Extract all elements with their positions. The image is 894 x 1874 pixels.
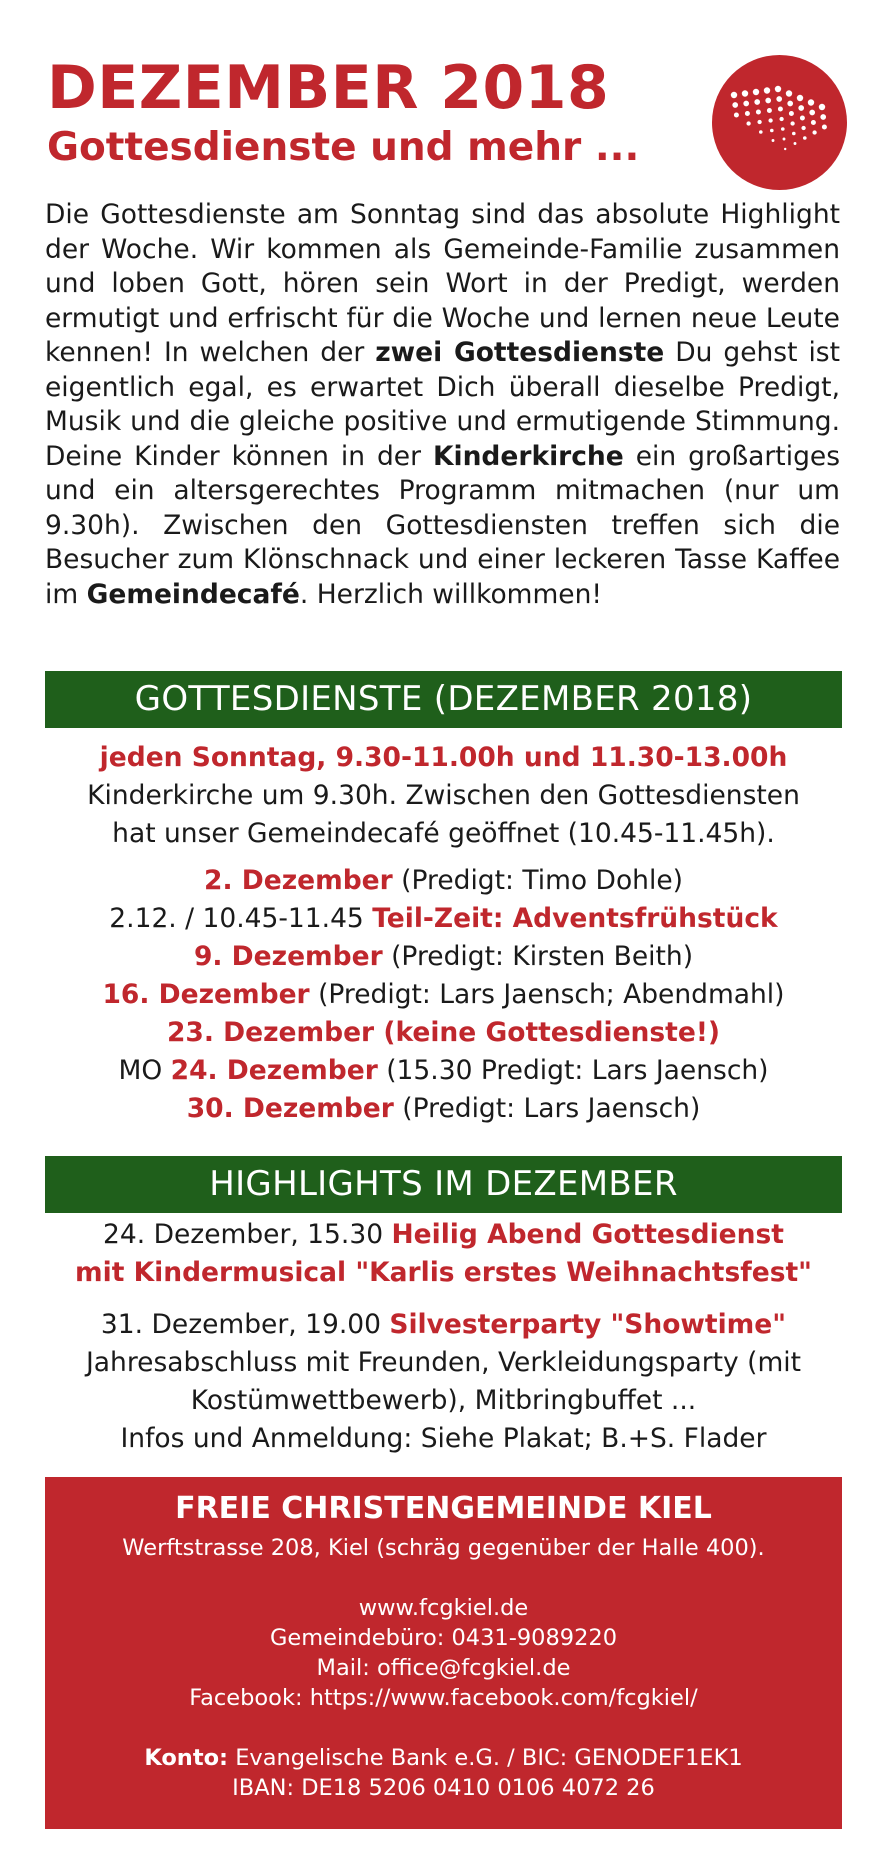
services-heading: GOTTESDIENSTE (DEZEMBER 2018) bbox=[45, 671, 842, 728]
schedule-note: hat unser Gemeindecafé geöffnet (10.45-11.45h). bbox=[112, 818, 775, 849]
intro-bold-cafe: Gemeindecafé bbox=[86, 578, 300, 610]
services-schedule bbox=[45, 739, 842, 853]
intro-paragraph bbox=[45, 198, 840, 612]
list-item: 2.12. / 10.45-11.45 Teil-Zeit: Adventsfrühstück bbox=[109, 903, 778, 934]
email-link[interactable]: Mail: office@fcgkiel.de bbox=[316, 1655, 571, 1681]
contact-box bbox=[45, 1477, 842, 1829]
address: Werftstrasse 208, Kiel (schräg gegenüber der Halle 400). bbox=[122, 1535, 765, 1561]
page-subtitle: Gottesdienste und mehr ... bbox=[47, 125, 640, 170]
phone: Gemeindebüro: 0431-9089220 bbox=[269, 1625, 618, 1651]
list-item: 9. Dezember (Predigt: Kirsten Beith) bbox=[193, 941, 694, 972]
intro-text: . Herzlich willkommen! bbox=[299, 578, 603, 610]
intro-text: Du gehst ist eigentlich egal, es erwartet Dich überall dieselbe Predigt, Musik und die gleiche positive und ermutigende Stimmung. Deine Kinder können in der bbox=[45, 337, 841, 472]
church-logo-icon bbox=[712, 55, 847, 190]
list-item: 23. Dezember (keine Gottesdienste!) bbox=[166, 1017, 721, 1048]
list-item: 16. Dezember (Predigt: Lars Jaensch; Abendmahl) bbox=[102, 979, 785, 1010]
highlight-new-year: 31. Dezember, 19.00 Silvesterparty "Showtime" Jahresabschluss mit Freunden, Verkleidungsparty (mit Kostümwettbewerb), Mitbringbuffet ... Infos und Anmeldung: Siehe Plakat; B.+S. Flader bbox=[85, 1309, 802, 1454]
schedule-note: Kinderkirche um 9.30h. Zwischen den Gottesdiensten bbox=[87, 780, 800, 811]
facebook-link[interactable]: Facebook: https://www.facebook.com/fcgkiel/ bbox=[189, 1685, 698, 1711]
list-item: 2. Dezember (Predigt: Timo Dohle) bbox=[204, 865, 683, 896]
list-item: MO 24. Dezember (15.30 Predigt: Lars Jaensch) bbox=[118, 1055, 769, 1086]
services-list bbox=[45, 862, 842, 1128]
website-link[interactable]: www.fcgkiel.de bbox=[358, 1595, 529, 1621]
intro-text: Die Gottesdienste am Sonntag sind das absolute Highlight der Woche. Wir kommen als Gemeinde-Familie zusammen und loben Gott, hören sein Wort in der Predigt, werden ermutigt und erfrischt für die Woche und lernen neue Leute kennen! In welchen der bbox=[45, 199, 840, 368]
intro-text: ein großartiges und ein altersgerechtes Programm mitmachen (nur um 9.30h). Zwischen den Gottesdiensten treffen sich die Besucher zum Klönschnack und einer leckeren Tasse Kaffee im bbox=[45, 440, 840, 610]
list-item: 30. Dezember (Predigt: Lars Jaensch) bbox=[186, 1093, 701, 1124]
highlight-christmas: 24. Dezember, 15.30 Heilig Abend Gottesdienst mit Kindermusical "Karlis erstes Weihnachtsfest" bbox=[75, 1219, 812, 1288]
intro-bold-services: zwei Gottesdienste bbox=[375, 337, 665, 368]
iban: IBAN: DE18 5206 0410 0106 4072 26 bbox=[232, 1775, 655, 1801]
page-header bbox=[47, 55, 707, 173]
church-name: FREIE CHRISTENGEMEINDE KIEL bbox=[175, 1491, 712, 1526]
highlights-heading: HIGHLIGHTS IM DEZEMBER bbox=[45, 1156, 842, 1213]
intro-bold-kids-church: Kinderkirche bbox=[432, 440, 624, 472]
page-title: DEZEMBER 2018 bbox=[47, 53, 610, 123]
bank-account: Konto: Evangelische Bank e.G. / BIC: GENODEF1EK1 bbox=[144, 1745, 743, 1771]
schedule-times: jeden Sonntag, 9.30-11.00h und 11.30-13.00h bbox=[99, 742, 788, 773]
